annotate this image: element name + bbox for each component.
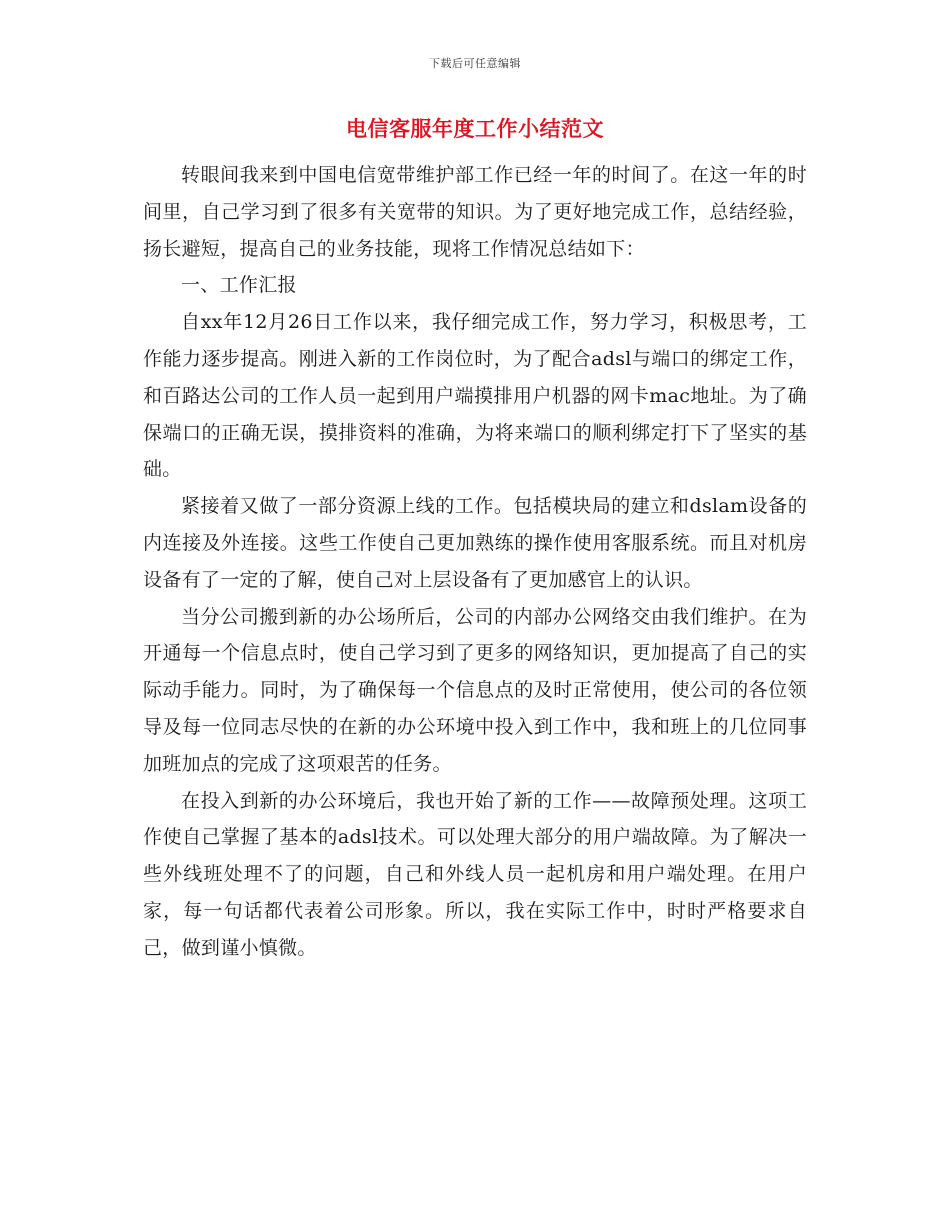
document-body: [143, 157, 807, 967]
section-heading-work-report: 一、工作汇报: [181, 274, 297, 297]
document-title: 电信客服年度工作小结范文: [346, 117, 604, 141]
header-note: 下载后可任意编辑: [429, 57, 521, 70]
paragraph-intro: 转眼间我来到中国电信宽带维护部工作已经一年的时间了。在这一年的时间里，自己学习到了很多有关宽带的知识。为了更好地完成工作，总结经验，扬长避短，提高自己的业务技能，现将工作情况总结如下：: [143, 164, 807, 260]
paragraph-fault-preprocessing: 在投入到新的办公环境后，我也开始了新的工作——故障预处理。这项工作使自己掌握了基本的adsl技术。可以处理大部分的用户端故障。为了解决一些外线班处理不了的问题，自己和外线人员一起机房和用户端处理。在用户家，每一句话都代表着公司形象。所以，我在实际工作中，时时严格要求自己，做到谨小慎微。: [143, 789, 807, 959]
paragraph-office-network: 当分公司搬到新的办公场所后，公司的内部办公网络交由我们维护。在为开通每一个信息点时，使自己学习到了更多的网络知识，更加提高了自己的实际动手能力。同时，为了确保每一个信息点的及时正常使用，使公司的各位领导及每一位同志尽快的在新的办公环境中投入到工作中，我和班上的几位同事加班加点的完成了这项艰苦的任务。: [143, 605, 807, 775]
paragraph-port-binding: 自xx年12月26日工作以来，我仔细完成工作，努力学习，积极思考，工作能力逐步提高。刚进入新的工作岗位时，为了配合adsl与端口的绑定工作，和百路达公司的工作人员一起到用户端摸排用户机器的网卡mac地址。为了确保端口的正确无误，摸排资料的准确，为将来端口的顺利绑定打下了坚实的基础。: [143, 311, 807, 481]
paragraph-resources-online: 紧接着又做了一部分资源上线的工作。包括模块局的建立和dslam设备的内连接及外连接。这些工作使自己更加熟练的操作使用客服系统。而且对机房设备有了一定的了解，使自己对上层设备有了更加感官上的认识。: [143, 495, 807, 591]
